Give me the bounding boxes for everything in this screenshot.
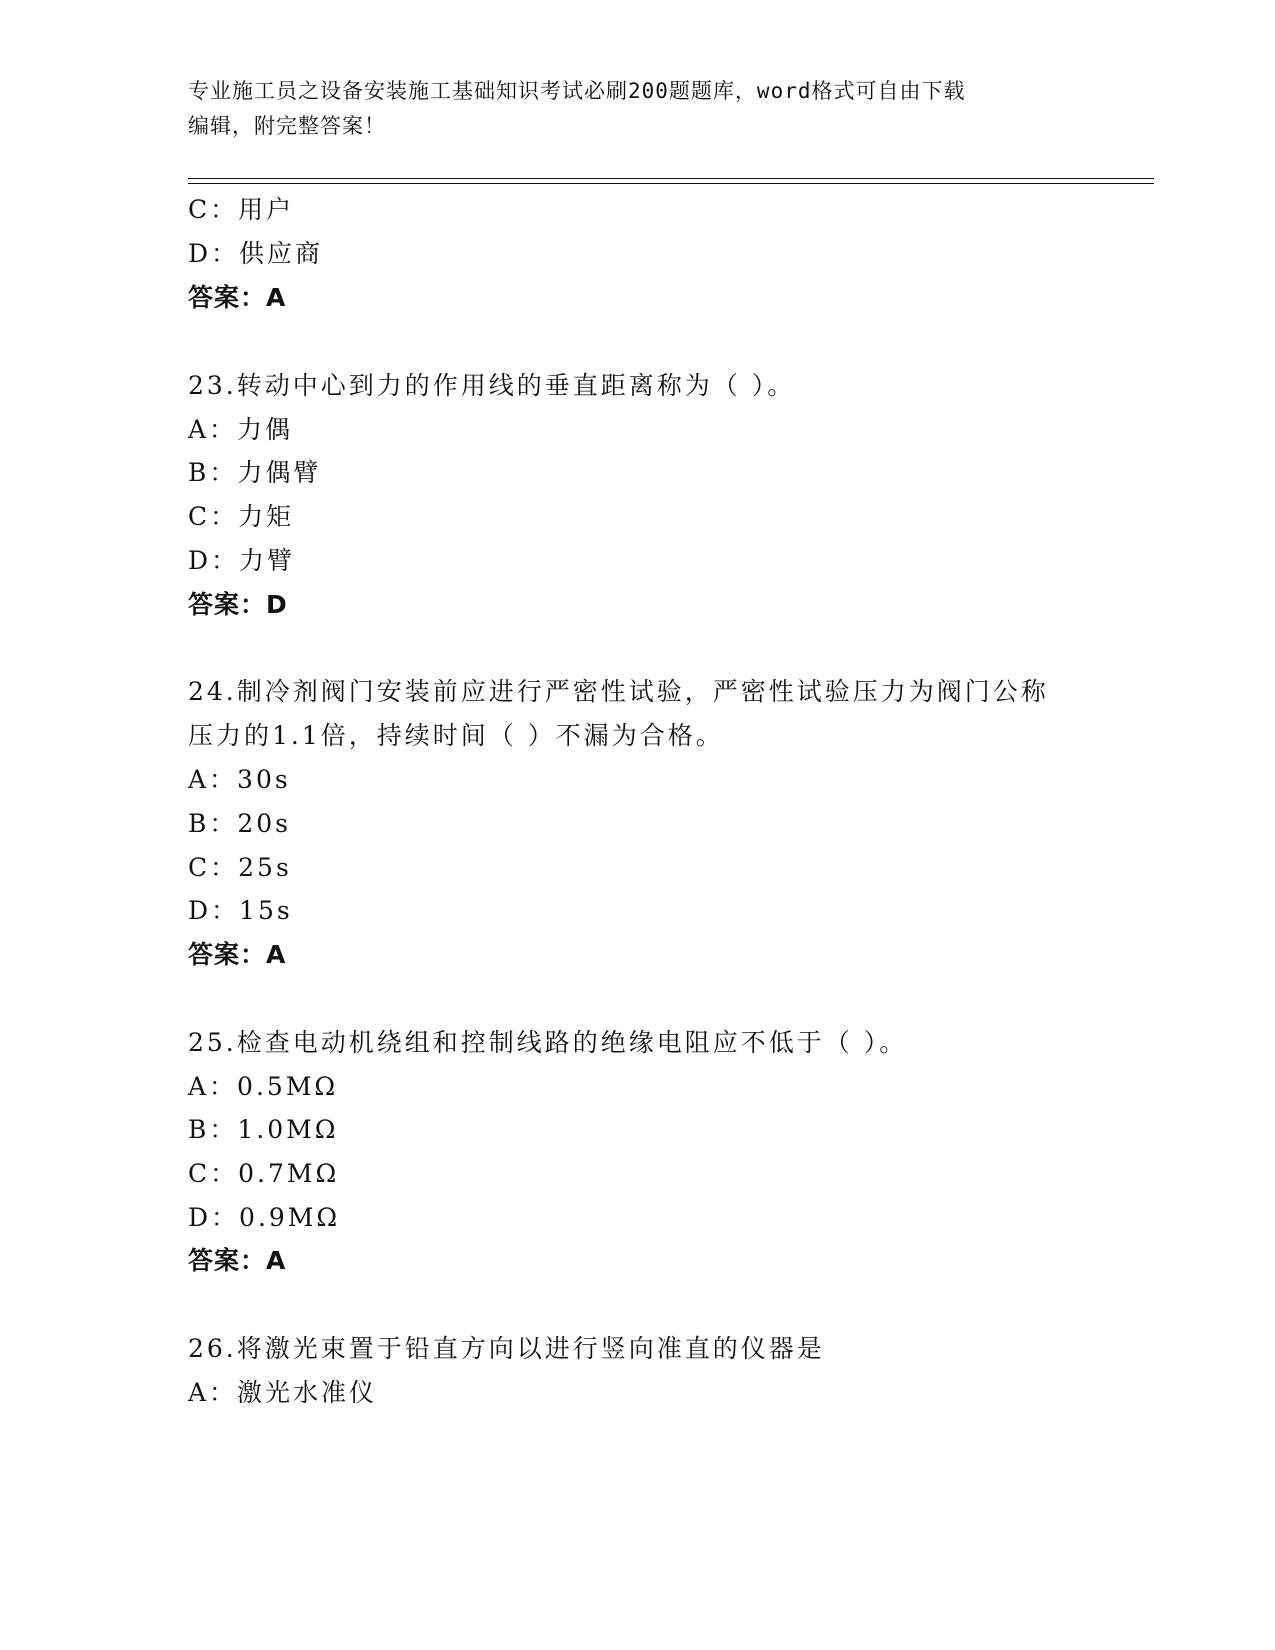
q24-question-line-2: 压力的1.1倍，持续时间（ ）不漏为合格。 [188,721,724,750]
q22-option-c: C：用户 [188,195,295,224]
header-line-2: 编辑，附完整答案！ [188,114,386,138]
q23-answer: 答案：D [188,590,288,619]
q24-answer: 答案：A [188,940,287,969]
header-line-1: 专业施工员之设备安装施工基础知识考试必刷200题题库，word格式可自由下载 [188,79,966,103]
q25-option-a: A：0.5MΩ [188,1072,339,1101]
q25-option-b: B：1.0MΩ [188,1115,339,1144]
q24-option-b: B：20s [188,809,292,838]
q24-option-d: D：15s [188,896,293,925]
q23-option-b: B：力偶臂 [188,458,322,487]
header-divider-bottom [188,183,1154,184]
q22-answer: 答案：A [188,283,287,312]
q22-option-d: D：供应商 [188,239,324,268]
q24-option-c: C：25s [188,853,292,882]
q24-option-a: A：30s [188,765,291,794]
q26-option-a: A：激光水准仪 [188,1378,378,1407]
page-header [188,74,1088,144]
q23-question: 23.转动中心到力的作用线的垂直距离称为（ ）。 [188,371,796,400]
q25-answer: 答案：A [188,1246,287,1275]
q24-question-line-1: 24.制冷剂阀门安装前应进行严密性试验，严密性试验压力为阀门公称 [188,677,1049,706]
header-divider-top [188,178,1154,179]
q26-question: 26.将激光束置于铅直方向以进行竖向准直的仪器是 [188,1334,825,1363]
q25-question: 25.检查电动机绕组和控制线路的绝缘电阻应不低于（ ）。 [188,1028,908,1057]
q23-option-d: D：力臂 [188,546,296,575]
q25-option-d: D：0.9MΩ [188,1203,341,1232]
q23-option-c: C：力矩 [188,502,295,531]
q23-option-a: A：力偶 [188,415,294,444]
q25-option-c: C：0.7MΩ [188,1159,340,1188]
